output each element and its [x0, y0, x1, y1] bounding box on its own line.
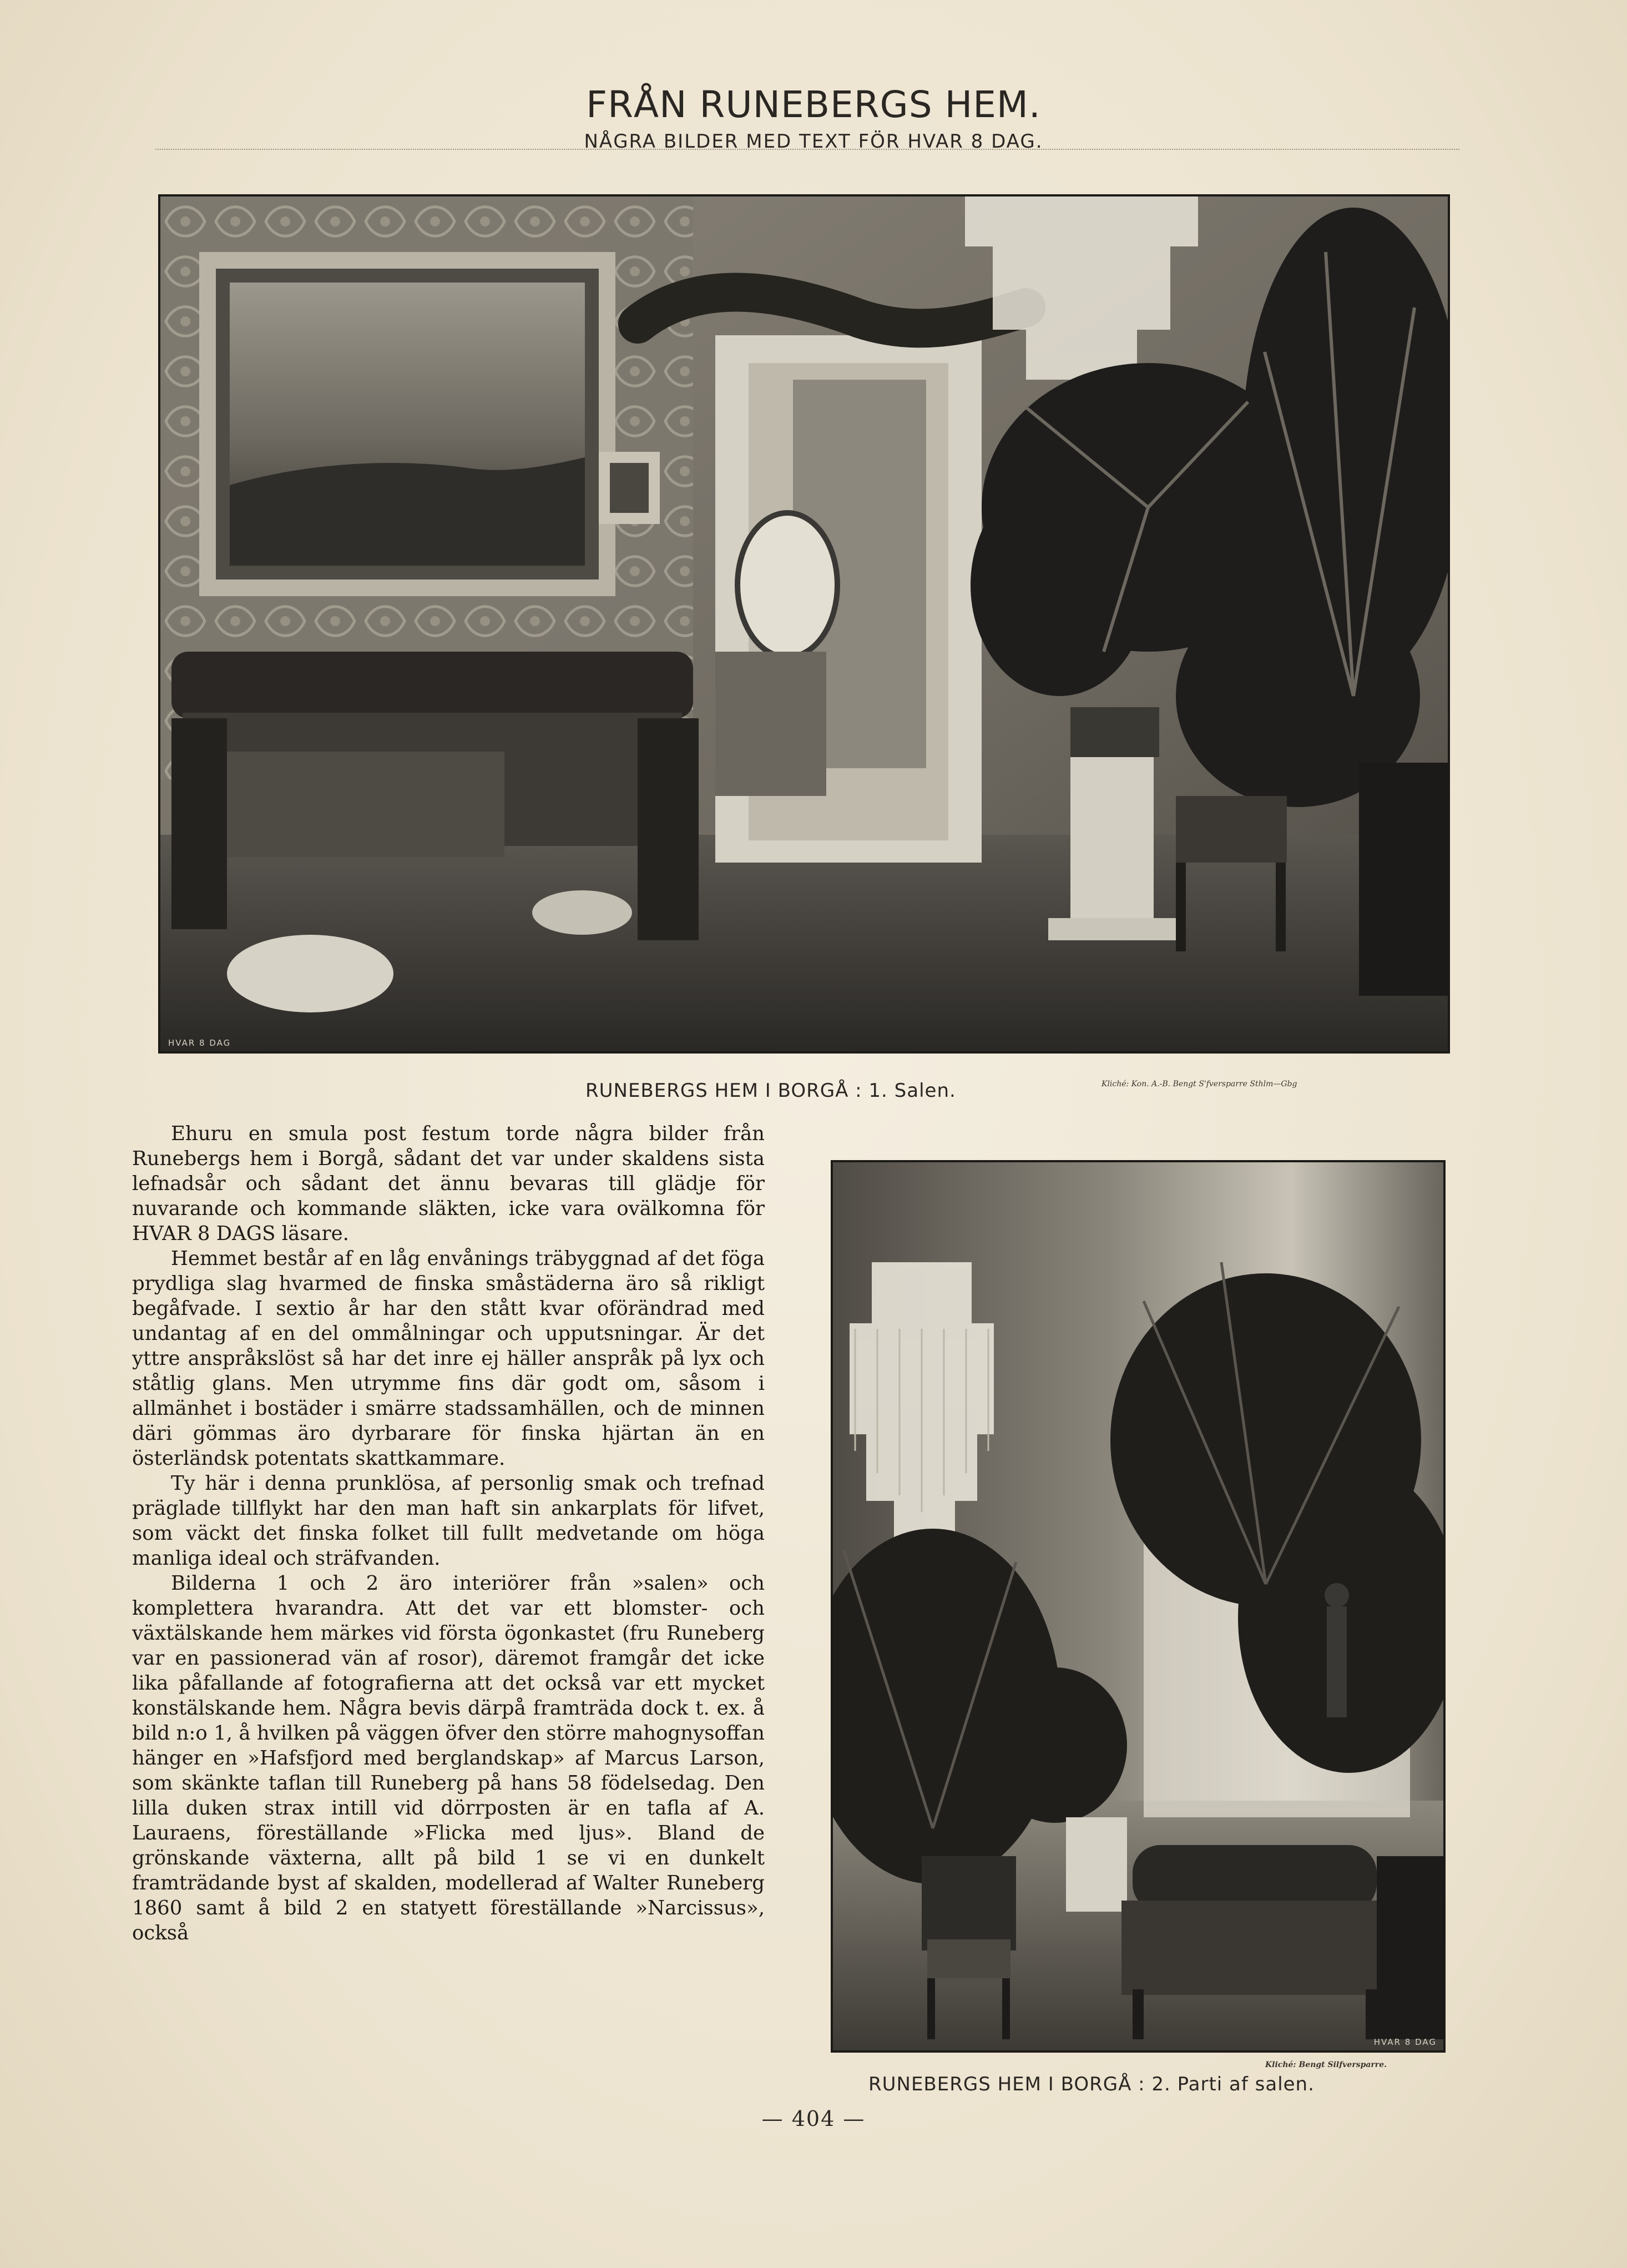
- salen-photo-illustration: [160, 196, 1448, 1051]
- page-title: FRÅN RUNEBERGS HEM.: [586, 83, 1041, 126]
- caption-salen: RUNEBERGS HEM I BORGÅ : 1. Salen.: [585, 1080, 956, 1102]
- caption-parti: RUNEBERGS HEM I BORGÅ : 2. Parti af salen.: [868, 2073, 1315, 2095]
- header-rule: [155, 149, 1459, 150]
- credit-parti: Kliché: Bengt Silfversparre.: [1265, 2060, 1387, 2069]
- photo-salen: [158, 194, 1450, 1054]
- photo-salen-mark: HVAR 8 DAG: [168, 1038, 231, 1048]
- page-number: — 404 —: [761, 2106, 866, 2131]
- article-paragraph: Ty här i denna prunklösa, af personlig smak och trefnad präglade tillflykt har den man haft sin ankarplats för lifvet, som väckt det finska folket till fullt medvetande om höga manliga ideal och sträfvanden.: [132, 1472, 765, 1570]
- credit-salen: Kliché: Kon. A.-B. Bengt S'fversparre Sthlm—Gbg: [1101, 1080, 1297, 1088]
- article-paragraph: Bilderna 1 och 2 äro interiörer från »salen» och komplettera hvarandra. Att det var ett blomster- och växtälskande hem märkes vid första ögonkastet (fru Runeberg var en passionerad vän af rosor), däremot framgår det icke lika påfallande af fotografierna att det också var ett mycket konstälskande hem. Några bevis därpå framträda dock t. ex. å bild n:o 1, å hvilken på väggen öfver den större mahognysoffan hänger en »Hafsfjord med berglandskap» af Marcus Larson, som skänkte taflan till Runeberg på hans 58 födelsedag. Den lilla duken strax intill vid dörrposten är en tafla af A. Lauraens, föreställande »Flicka med ljus». Bland de grönskande växterna, allt på bild 1 se vi en dunkelt framträdande byst af skalden, modellerad af Walter Runeberg 1860 samt å bild 2 en statyett föreställande »Narcissus», också: [132, 1572, 765, 1944]
- page-subtitle: NÅGRA BILDER MED TEXT FÖR HVAR 8 DAG.: [584, 130, 1043, 153]
- article-body: [132, 1121, 765, 1946]
- photo-parti-af-salen: [831, 1160, 1446, 2053]
- article-paragraph: Hemmet består af en låg envånings träbyggnad af det föga prydliga slag hvarmed de finska småstäderna äro så rikligt begåfvade. I sextio år har den stått kvar oförändrad med undantag af en del ommålningar och upputsningar. Är det yttre anspråkslöst så har det inre ej häller anspråk på lyx och ståtlig glans. Men utrymme fins där godt om, såsom i allmänhet i bostäder i smärre stadssamhällen, och de minnen däri gömmas äro dyrbarare för finska hjärtan än en österländsk potentats skattkammare.: [132, 1247, 765, 1470]
- article-paragraph: Ehuru en smula post festum torde några bilder från Runebergs hem i Borgå, sådant det var under skaldens sista lefnadsår och sådant det ännu bevaras till glädje för nuvarande och kommande släkten, icke vara ovälkomna för HVAR 8 DAGS läsare.: [132, 1122, 765, 1245]
- parti-photo-illustration: [833, 1162, 1443, 2050]
- photo-parti-mark: HVAR 8 DAG: [1373, 2037, 1437, 2047]
